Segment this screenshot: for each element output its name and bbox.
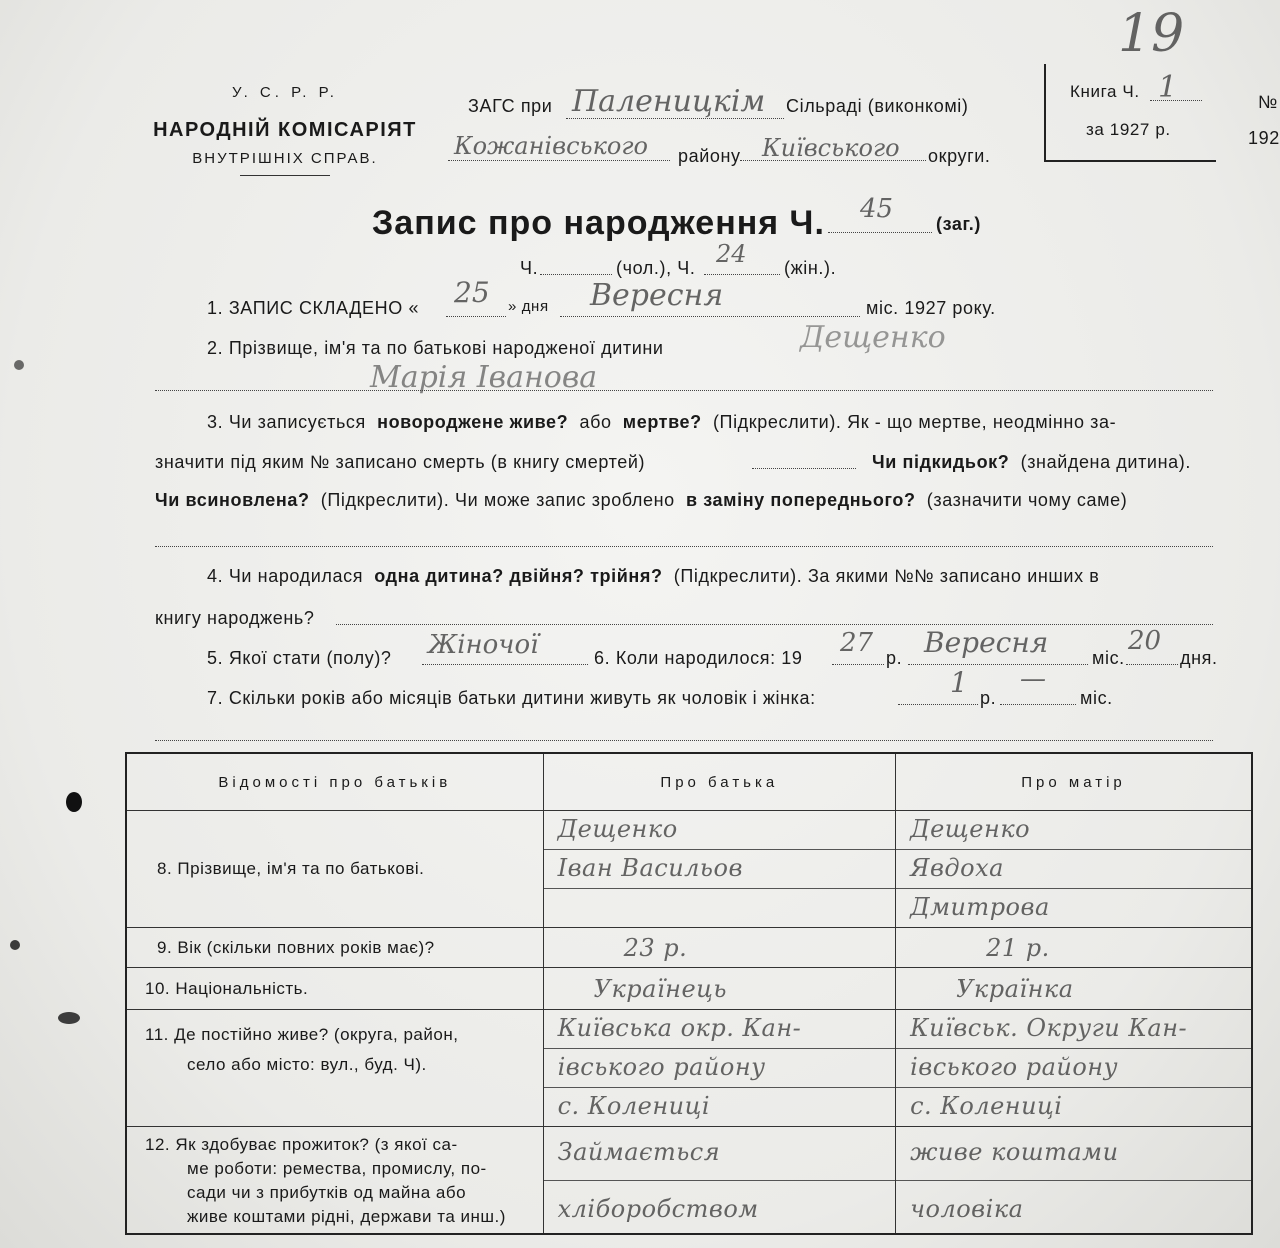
fill-line <box>828 232 932 233</box>
birth-month-handwritten: Вересня <box>924 626 1049 659</box>
ink-blot <box>66 792 82 812</box>
fill-line <box>898 704 978 705</box>
record-number-handwritten: 45 <box>860 194 894 224</box>
fill-line <box>752 468 856 469</box>
column-header: Про батька <box>543 753 895 811</box>
item-4-line-2: книгу народжень? <box>155 608 315 628</box>
page-title: Запис про народження Ч. <box>372 204 825 242</box>
mother-patronymic-handwritten: Дмитрова <box>910 893 1050 921</box>
fill-line <box>560 316 860 317</box>
father-cell <box>543 1010 895 1127</box>
female-count-handwritten: 24 <box>716 240 747 268</box>
item-1-label: 1. ЗАПИС СКЛАДЕНО « <box>207 298 420 318</box>
district-handwritten: Кожанівського <box>454 132 648 160</box>
mother-cell <box>896 1010 1252 1127</box>
father-cell <box>543 968 895 1010</box>
item-3-line-1: 3. Чи записується новороджене живе? або мертве? (Підкреслити). Як - що мертве, неодмінно за- <box>207 412 1117 432</box>
father-address-line: Київська окр. Кан- <box>557 1014 802 1042</box>
ink-blot <box>14 360 24 370</box>
row-label: 12. Як здобуває прожиток? (з якої са- ме роботи: ремества, промислу, по- сади чи з прибутків од майна або живе коштами рідні, держави та инш.) <box>126 1127 543 1235</box>
item-3-line-2b: Чи підкидьок? (знайдена дитина). <box>872 452 1191 472</box>
fill-line <box>1126 664 1178 665</box>
record-day-handwritten: 25 <box>454 276 490 309</box>
fill-line <box>155 390 1213 391</box>
months-together-handwritten: — <box>1020 664 1046 694</box>
row-label: 9. Вік (скільки повних років має)? <box>126 928 543 968</box>
total-label: (заг.) <box>936 214 982 234</box>
column-header: Про матір <box>896 753 1252 811</box>
father-surname-handwritten: Дещенко <box>557 815 678 843</box>
fill-line <box>908 664 1088 665</box>
issuer-block <box>150 84 420 176</box>
book-number-handwritten: 1 <box>1158 70 1178 105</box>
column-header: Відомості про батьків <box>126 753 543 811</box>
divider <box>240 175 330 176</box>
male-prefix: Ч. <box>520 258 539 278</box>
mother-cell <box>896 928 1252 968</box>
fill-line <box>740 160 926 161</box>
book-box <box>1044 64 1216 162</box>
female-label: (жін.). <box>784 258 837 278</box>
father-occupation-line: хліборобством <box>557 1194 759 1223</box>
fill-line <box>448 160 670 161</box>
mother-occupation-line: чоловіка <box>910 1194 1024 1223</box>
mother-occupation-line: живе коштами <box>910 1137 1119 1166</box>
birth-year-handwritten: 27 <box>840 628 874 658</box>
mother-cell <box>896 1127 1252 1235</box>
male-label: (чол.), Ч. <box>616 258 696 278</box>
birth-day-handwritten: 20 <box>1128 626 1162 656</box>
fill-line <box>1000 704 1076 705</box>
years-together-handwritten: 1 <box>950 666 968 699</box>
fill-line <box>704 274 780 275</box>
item-3-line-2a: значити під яким № записано смерть (в книгу смертей) <box>155 452 646 472</box>
sex-handwritten: Жіночої <box>428 630 539 660</box>
commissariat-subtitle: ВНУТРІШНІХ СПРАВ. <box>192 150 378 167</box>
okruga-handwritten: Київського <box>762 134 900 162</box>
mother-age-handwritten: 21 р. <box>986 933 1050 962</box>
item-3-line-3: Чи всиновлена? (Підкреслити). Чи може запис зроблено в заміну попереднього? (зазначити чому саме) <box>155 490 1128 510</box>
row-label: 10. Національність. <box>126 968 543 1010</box>
father-cell <box>543 811 895 928</box>
ussr-label: У. С. Р. Р. <box>232 84 338 101</box>
fill-line <box>446 316 506 317</box>
mother-nationality-handwritten: Українка <box>956 974 1074 1003</box>
father-cell <box>543 928 895 968</box>
zags-prefix: ЗАГС при <box>468 96 553 116</box>
item-1-suffix: міс. 1927 року. <box>866 298 996 318</box>
book-year: за 1927 р. <box>1086 120 1171 139</box>
book-label: Книга Ч. <box>1070 82 1140 101</box>
okruga-label: округи. <box>928 146 991 166</box>
fill-line <box>155 740 1213 741</box>
item-6-label: 6. Коли народилося: 19 <box>594 648 803 668</box>
father-occupation-line: Займається <box>557 1137 721 1166</box>
table-row <box>126 1010 1252 1127</box>
edge-year: 192 <box>1248 128 1280 148</box>
fill-line <box>1150 100 1202 101</box>
fill-line <box>832 664 884 665</box>
mother-name-handwritten: Явдоха <box>910 854 1004 882</box>
mother-cell <box>896 811 1252 928</box>
item-5-label: 5. Якої стати (полу)? <box>207 648 392 668</box>
item-6-day-label: дня. <box>1180 648 1218 668</box>
item-6-year-suffix: р. <box>886 648 903 668</box>
table-row <box>126 928 1252 968</box>
table-row <box>126 811 1252 928</box>
fill-line <box>566 118 784 119</box>
fill-line <box>336 624 1213 625</box>
mother-address-line: с. Колениці <box>910 1092 1063 1120</box>
mother-address-line: Київськ. Округи Кан- <box>910 1014 1188 1042</box>
item-7-months-label: міс. <box>1080 688 1113 708</box>
parents-table <box>125 752 1253 1235</box>
father-address-line: с. Колениці <box>557 1092 711 1120</box>
fill-line <box>155 546 1213 547</box>
edge-number: № <box>1258 92 1278 112</box>
item-7-years-label: р. <box>980 688 997 708</box>
mother-surname-handwritten: Дещенко <box>910 815 1031 843</box>
item-2-label: 2. Прізвище, ім'я та по батькові народженої дитини <box>207 338 664 358</box>
row-label: 11. Де постійно живе? (округа, район, село або місто: вул., буд. Ч). <box>126 1010 543 1127</box>
mother-address-line: івського району <box>910 1053 1119 1081</box>
father-name-handwritten: Іван Васильов <box>557 854 743 882</box>
record-month-handwritten: Вересня <box>590 278 724 313</box>
table-row <box>126 1127 1252 1235</box>
child-name-handwritten: Марія Іванова <box>370 360 598 395</box>
item-6-month-label: міс. <box>1092 648 1125 668</box>
father-cell <box>543 1127 895 1235</box>
row-label: 8. Прізвище, ім'я та по батькові. <box>126 811 543 928</box>
top-handwritten-number: 19 <box>1118 4 1185 64</box>
table-row <box>126 968 1252 1010</box>
mother-cell <box>896 968 1252 1010</box>
child-surname-handwritten: Дещенко <box>800 320 946 355</box>
ink-blot <box>58 1012 80 1024</box>
item-1-day-label: » дня <box>508 298 549 315</box>
zags-handwritten: Паленицкім <box>572 84 766 119</box>
zags-suffix: Сільраді (виконкомі) <box>786 96 969 116</box>
district-label: району <box>678 146 741 166</box>
fill-line <box>422 664 588 665</box>
item-7-label: 7. Скільки років або місяців батьки дитини живуть як чоловік і жінка: <box>207 688 816 708</box>
commissariat-title: НАРОДНІЙ КОМІСАРІЯТ <box>153 119 417 141</box>
fill-line <box>540 274 612 275</box>
item-4-line-1: 4. Чи народилася одна дитина? двійня? трійня? (Підкреслити). За якими №№ записано инших в <box>207 566 1100 586</box>
father-nationality-handwritten: Українець <box>593 974 727 1003</box>
ink-blot <box>10 940 20 950</box>
father-age-handwritten: 23 р. <box>623 933 688 962</box>
father-address-line: івського району <box>557 1053 766 1081</box>
table-header-row <box>126 753 1252 811</box>
